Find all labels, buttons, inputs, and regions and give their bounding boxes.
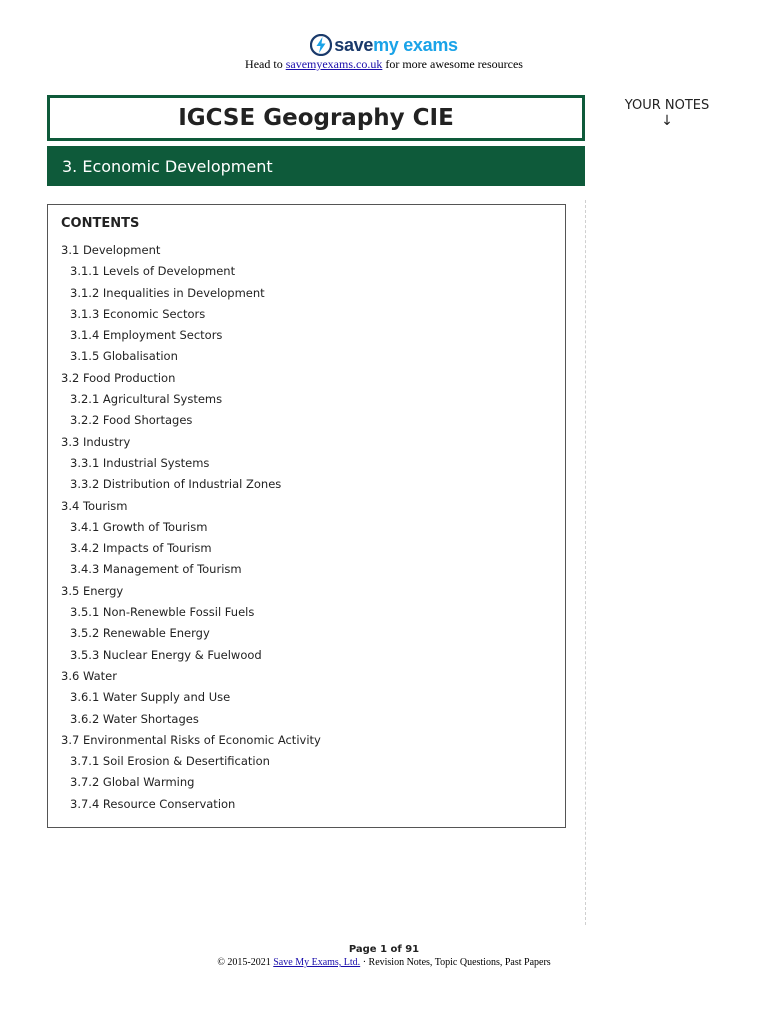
contents-box (47, 204, 566, 828)
toc-section-item[interactable]: 3.1 Development (61, 243, 161, 257)
toc-subsection-item[interactable]: 3.3.1 Industrial Systems (70, 455, 210, 470)
toc-subsection-item[interactable]: 3.6.1 Water Supply and Use (70, 690, 231, 705)
contents-heading: CONTENTS (61, 216, 140, 231)
toc-subsection-item[interactable]: 3.2.2 Food Shortages (70, 413, 193, 428)
document-title: IGCSE Geography CIE (178, 105, 454, 131)
copyright-suffix: · Revision Notes, Topic Questions, Past Papers (360, 957, 551, 968)
your-notes-text: YOUR NOTES (624, 98, 710, 113)
toc-subsection-item[interactable]: 3.4.2 Impacts of Tourism (70, 541, 212, 556)
toc-subsection-item[interactable]: 3.2.1 Agricultural Systems (70, 392, 223, 407)
footer-copyright (0, 957, 768, 968)
header-tagline (0, 57, 768, 72)
toc-subsection-item[interactable]: 3.4.3 Management of Tourism (70, 562, 242, 577)
toc-subsection-item[interactable]: 3.4.1 Growth of Tourism (70, 519, 208, 534)
toc-subsection-item[interactable]: 3.5.1 Non-Renewble Fossil Fuels (70, 605, 255, 620)
down-arrow-icon: ↓ (661, 113, 673, 129)
header-prefix: Head to (245, 57, 286, 71)
section-title: 3. Economic Development (62, 156, 273, 176)
header-suffix: for more awesome resources (382, 57, 523, 71)
toc-subsection-item[interactable]: 3.3.2 Distribution of Industrial Zones (70, 477, 282, 492)
footer-site-link[interactable]: Save My Exams, Ltd. (273, 957, 361, 968)
toc-subsection-item[interactable]: 3.7.4 Resource Conservation (70, 796, 236, 811)
toc-subsection-item[interactable]: 3.1.5 Globalisation (70, 349, 178, 364)
logo-word-myexams: my exams (373, 34, 458, 55)
toc-subsection-item[interactable]: 3.1.3 Economic Sectors (70, 306, 206, 321)
toc-section-item[interactable]: 3.5 Energy (61, 583, 124, 598)
document-title-box (47, 95, 585, 141)
your-notes-label (612, 98, 722, 129)
toc-subsection-item[interactable]: 3.5.2 Renewable Energy (70, 626, 210, 641)
toc-subsection-item[interactable]: 3.5.3 Nuclear Energy & Fuelwood (70, 647, 262, 662)
toc-section-item[interactable]: 3.6 Water (61, 668, 117, 683)
toc-subsection-item[interactable]: 3.6.2 Water Shortages (70, 711, 199, 726)
toc-section-item[interactable]: 3.7 Environmental Risks of Economic Activity (61, 732, 321, 747)
toc-subsection-item[interactable]: 3.1.1 Levels of Development (70, 264, 236, 279)
toc-section-item[interactable]: 3.3 Industry (61, 434, 131, 449)
header-site-link[interactable]: savemyexams.co.uk (285, 57, 383, 71)
toc-subsection-item[interactable]: 3.1.2 Inequalities in Development (70, 285, 265, 300)
toc-section-item[interactable]: 3.2 Food Production (61, 370, 176, 385)
notes-divider (585, 200, 586, 925)
toc-section-item[interactable]: 3.4 Tourism (61, 498, 128, 513)
page-number: Page 1 of 91 (348, 944, 420, 955)
copyright-prefix: © 2015-2021 (217, 957, 274, 968)
lightning-bolt-icon (310, 34, 332, 56)
savemyexams-logo[interactable] (0, 34, 768, 56)
contents-list (61, 240, 321, 815)
toc-subsection-item[interactable]: 3.7.2 Global Warming (70, 775, 195, 790)
section-banner (47, 146, 585, 186)
toc-subsection-item[interactable]: 3.1.4 Employment Sectors (70, 328, 223, 343)
toc-subsection-item[interactable]: 3.7.1 Soil Erosion & Desertification (70, 754, 270, 769)
logo-word-save: save (334, 34, 374, 55)
